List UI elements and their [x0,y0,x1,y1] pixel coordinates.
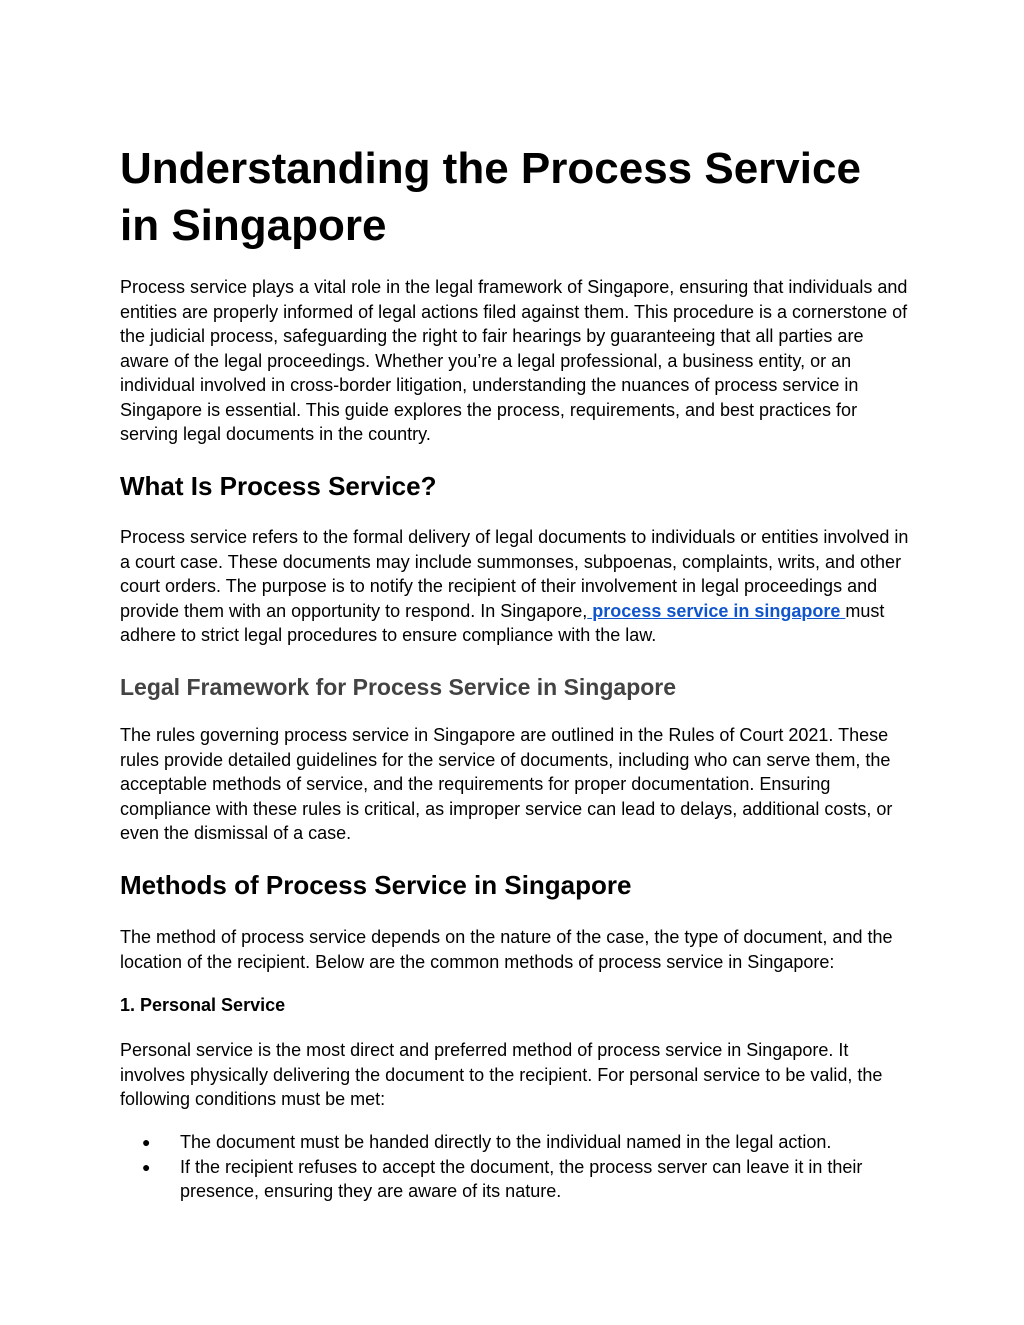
conditions-list [120,1130,910,1204]
heading-what-is-process-service: What Is Process Service? [120,471,437,501]
process-service-link[interactable]: process service in singapore [587,600,846,621]
list-item-text: The document must be handed directly to the individual named in the legal action. [180,1132,832,1152]
legal-framework-paragraph: The rules governing process service in Singapore are outlined in the Rules of Court 2021. These rules provide detailed guidelines for the service of documents, including who can serve them, the acceptable methods of service, and the requirements for proper documentation. Ensuring compliance with these rules is critical, as improper service can lead to delays, additional costs, or even the dismissal of a case. [120,725,893,843]
bullet-icon: ● [142,1158,151,1175]
what-is-text-after-link: must adhere to strict legal procedures to ensure compliance with the law. [120,600,885,645]
heading-methods: Methods of Process Service in Singapore [120,870,632,900]
list-item-text: If the recipient refuses to accept the document, the process server can leave it in their presence, ensuring they are aware of its nature. [180,1156,863,1201]
what-is-text-before-link: Process service refers to the formal delivery of legal documents to individuals or entities involved in a court case. These documents may include summonses, subpoenas, complaints, writs, and other court orders. The purpose is to notify the recipient of their involvement in legal proceedings and provide them with an opportunity to respond. In Singapore, [120,527,909,621]
heading-legal-framework: Legal Framework for Process Service in Singapore [120,674,677,700]
list-item [120,1155,910,1204]
list-item [120,1130,910,1155]
page-title: Understanding the Process Service in Singapore [120,144,861,250]
methods-paragraph: The method of process service depends on the nature of the case, the type of document, and the location of the recipient. Below are the common methods of process service in Singapore: [120,927,893,972]
heading-personal-service: 1. Personal Service [120,995,286,1015]
personal-service-paragraph: Personal service is the most direct and preferred method of process service in Singapore. It involves physically delivering the document to the recipient. For personal service to be valid, the following conditions must be met: [120,1040,883,1109]
what-is-paragraph [120,525,910,648]
bullet-icon: ● [142,1134,151,1150]
intro-paragraph: Process service plays a vital role in the legal framework of Singapore, ensuring that individuals and entities are properly informed of legal actions filed against them. This procedure is a cornerstone of the judicial process, safeguarding the right to fair hearings by guaranteeing that all parties are aware of the legal proceedings. Whether you’re a legal professional, a business entity, or an individual involved in cross-border litigation, understanding the nuances of process service in Singapore is essential. This guide explores the process, requirements, and best practices for serving legal documents in the country. [120,277,908,444]
